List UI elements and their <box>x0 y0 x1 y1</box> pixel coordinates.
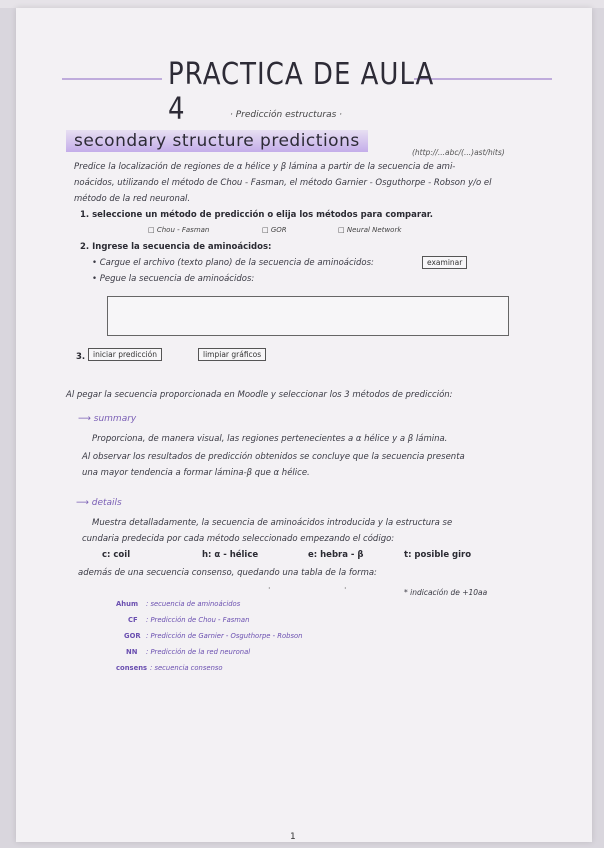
step-1-label: 1. seleccione un método de predicción o elija los métodos para comparar. <box>80 210 434 220</box>
legend-key-nn: NN <box>126 648 138 656</box>
summary-line-1: Proporciona, de manera visual, las regiones pertenecientes a α hélice y a β lámina. <box>92 434 448 444</box>
dot-mark: · <box>268 584 271 593</box>
option-chou-fasman[interactable]: □ Chou - Fasman <box>148 226 210 234</box>
step-2-label: 2. Ingrese la secuencia de aminoácidos: <box>80 242 272 252</box>
legend-value-sequence: : secuencia de aminoácidos <box>146 600 241 608</box>
option-neural-network[interactable]: □ Neural Network <box>338 226 402 234</box>
paste-instruction: • Pegue la secuencia de aminoácidos: <box>92 274 255 284</box>
upload-instruction: • Cargue el archivo (texto plano) de la secuencia de aminoácidos: <box>92 258 374 268</box>
section-heading: secondary structure predictions <box>66 130 368 152</box>
page-number: 1 <box>290 832 296 842</box>
legend-value-gor: : Predicción de Garnier - Osguthorpe - Robson <box>146 632 303 640</box>
browse-button[interactable]: examinar <box>422 256 467 269</box>
option-gor[interactable]: □ GOR <box>262 226 287 234</box>
details-line-1: Muestra detalladamente, la secuencia de aminoácidos introducida y la estructura se <box>92 518 453 528</box>
details-line-2: cundaria predecida por cada método seleccionado empezando el código: <box>82 534 395 544</box>
legend-key-consensus: consens <box>116 664 148 672</box>
paste-note: Al pegar la secuencia proporcionada en Moodle y seleccionar los 3 métodos de predicción: <box>66 390 453 400</box>
step-3-label: 3. <box>76 352 86 362</box>
legend-key-cf: CF <box>128 616 138 624</box>
legend-key-sequence: Ahum <box>116 600 139 608</box>
details-extra-line: además de una secuencia consenso, quedando una tabla de la forma: <box>78 568 377 578</box>
sequence-textarea[interactable] <box>107 296 509 336</box>
intro-line-1: Predice la localización de regiones de α hélice y β lámina a partir de la secuencia de ami- <box>74 162 456 172</box>
code-strand: e: hebra - β <box>308 550 364 560</box>
dot-mark: · <box>344 584 347 593</box>
code-coil: c: coil <box>102 550 131 560</box>
summary-line-3: una mayor tendencia a formar lámina-β que α hélice. <box>82 468 310 478</box>
legend-value-cf: : Predicción de Chou - Fasman <box>146 616 250 624</box>
page-title: PRACTICA DE AULA 4 <box>168 57 435 127</box>
clear-graphs-button[interactable]: limpiar gráficos <box>198 348 266 361</box>
code-helix: h: α - hélice <box>202 550 259 560</box>
legend-value-nn: : Predicción de la red neuronal <box>146 648 251 656</box>
summary-heading: ⟶ summary <box>78 414 137 424</box>
summary-line-2: Al observar los resultados de predicción obtenidos se concluye que la secuencia presenta <box>82 452 465 462</box>
code-turn: t: posible giro <box>404 550 472 560</box>
start-prediction-button[interactable]: iniciar predicción <box>88 348 162 361</box>
details-heading: ⟶ details <box>76 498 122 508</box>
dots-note: * indicación de +10aa <box>404 588 488 597</box>
top-strip <box>0 0 604 8</box>
legend-key-gor: GOR <box>124 632 141 640</box>
title-underline-left <box>62 78 162 80</box>
page-subtitle: · Predicción estructuras · <box>230 110 343 120</box>
reference-url: (http://...abc/(...)ast/hits) <box>412 148 505 157</box>
intro-line-2: noácidos, utilizando el método de Chou - Fasman, el método Garnier - Osguthorpe - Robson y/o el <box>74 178 492 188</box>
intro-line-3: método de la red neuronal. <box>74 194 191 204</box>
legend-value-consensus: : secuencia consenso <box>150 664 223 672</box>
